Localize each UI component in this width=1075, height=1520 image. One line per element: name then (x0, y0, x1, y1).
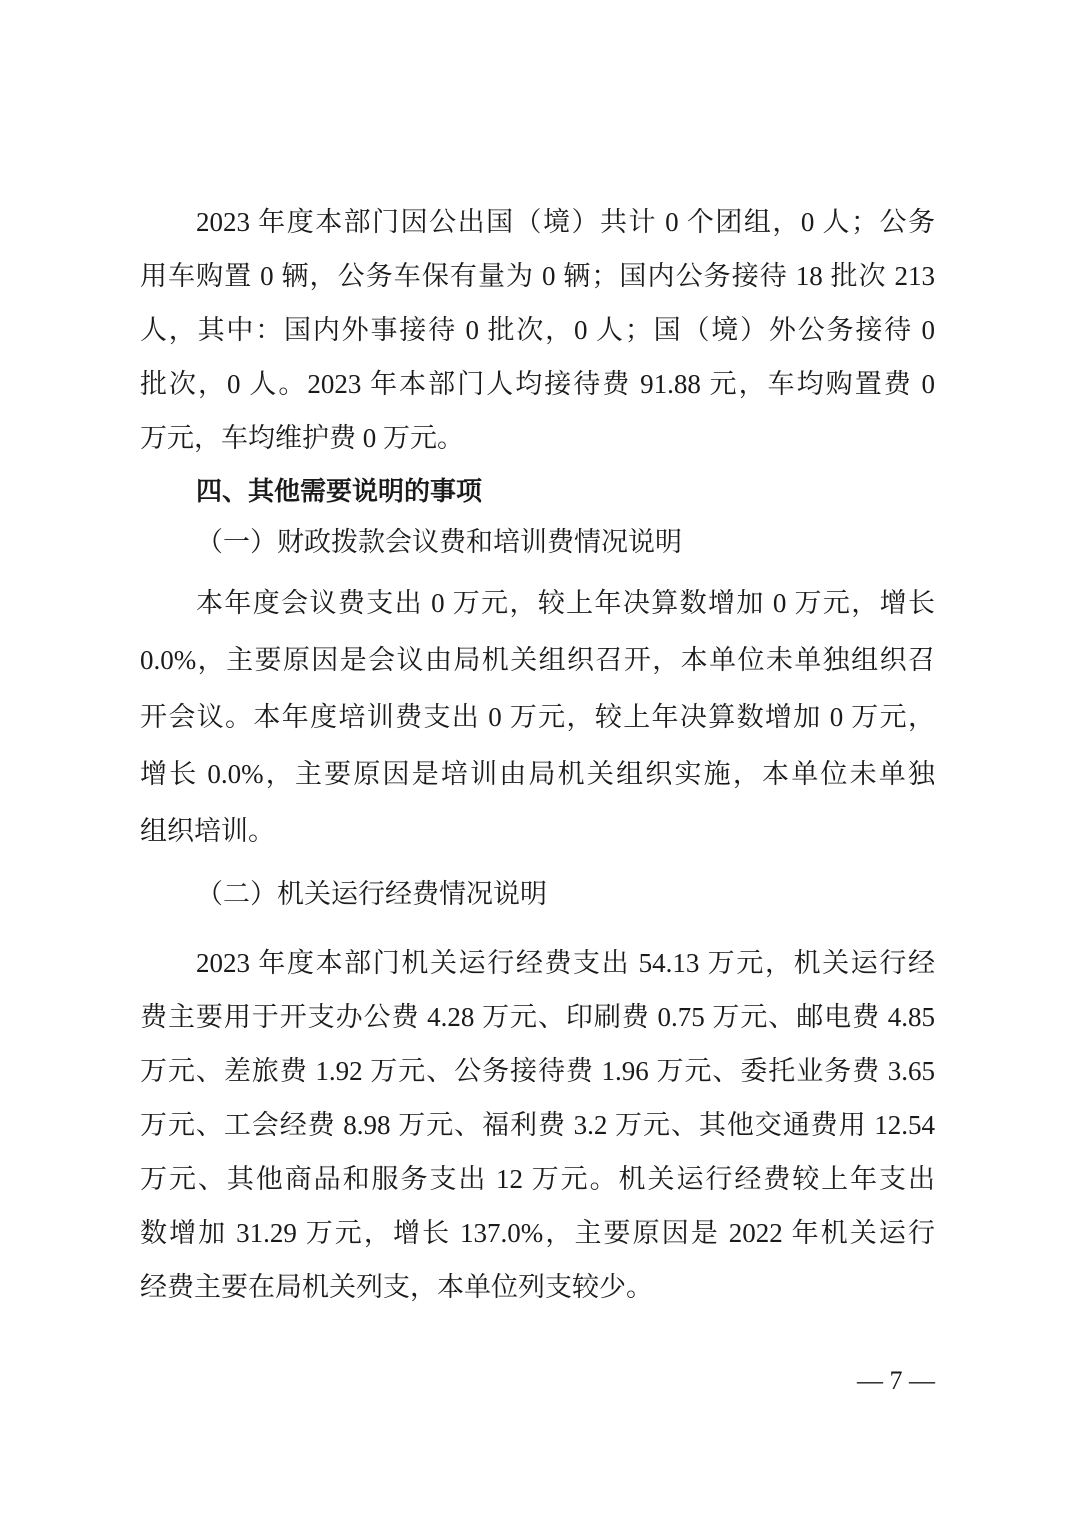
text-line: 本年度会议费支出 0 万元，较上年决算数增加 0 万元，增长 (196, 588, 935, 618)
text-line: 万元、差旅费 1.92 万元、公务接待费 1.96 万元、委托业务费 3.65 (140, 1056, 935, 1086)
text-line: 人，其中：国内外事接待 0 批次，0 人；国（境）外公务接待 0 (140, 315, 935, 345)
text-line: 数增加 31.29 万元，增长 137.0%，主要原因是 2022 年机关运行 (140, 1218, 935, 1248)
text-line: 2023 年度本部门因公出国（境）共计 0 个团组，0 人；公务 (196, 207, 935, 237)
page-number: — 7 — (857, 1366, 935, 1395)
text-line: 万元、其他商品和服务支出 12 万元。机关运行经费较上年支出 (140, 1164, 935, 1194)
text-line: 万元、工会经费 8.98 万元、福利费 3.2 万元、其他交通费用 12.54 (140, 1110, 935, 1140)
text-line: 开会议。本年度培训费支出 0 万元，较上年决算数增加 0 万元， (140, 702, 935, 732)
text-line: 0.0%，主要原因是会议由局机关组织召开，本单位未单独组织召 (140, 645, 935, 675)
text-line: 费主要用于开支办公费 4.28 万元、印刷费 0.75 万元、邮电费 4.85 (140, 1002, 935, 1032)
text-line: 万元，车均维护费 0 万元。 (140, 423, 464, 453)
text-line: 用车购置 0 辆，公务车保有量为 0 辆；国内公务接待 18 批次 213 (140, 261, 935, 291)
subsection-title-meeting-training: （一）财政拨款会议费和培训费情况说明 (196, 527, 682, 558)
text-line: 组织培训。 (140, 816, 275, 846)
text-line: 经费主要在局机关列支，本单位列支较少。 (140, 1272, 653, 1302)
subsection-title-operating-expenses: （二）机关运行经费情况说明 (196, 879, 547, 910)
section-heading: 四、其他需要说明的事项 (196, 477, 483, 507)
text-line: 批次，0 人。2023 年本部门人均接待费 91.88 元，车均购置费 0 (140, 369, 935, 399)
paragraph-operating-expenses (140, 936, 935, 1314)
paragraph-overseas-reception (140, 195, 935, 465)
text-line: 2023 年度本部门机关运行经费支出 54.13 万元，机关运行经 (196, 948, 935, 978)
paragraph-meeting-training (140, 575, 935, 860)
text-line: 增长 0.0%，主要原因是培训由局机关组织实施，本单位未单独 (140, 759, 935, 789)
